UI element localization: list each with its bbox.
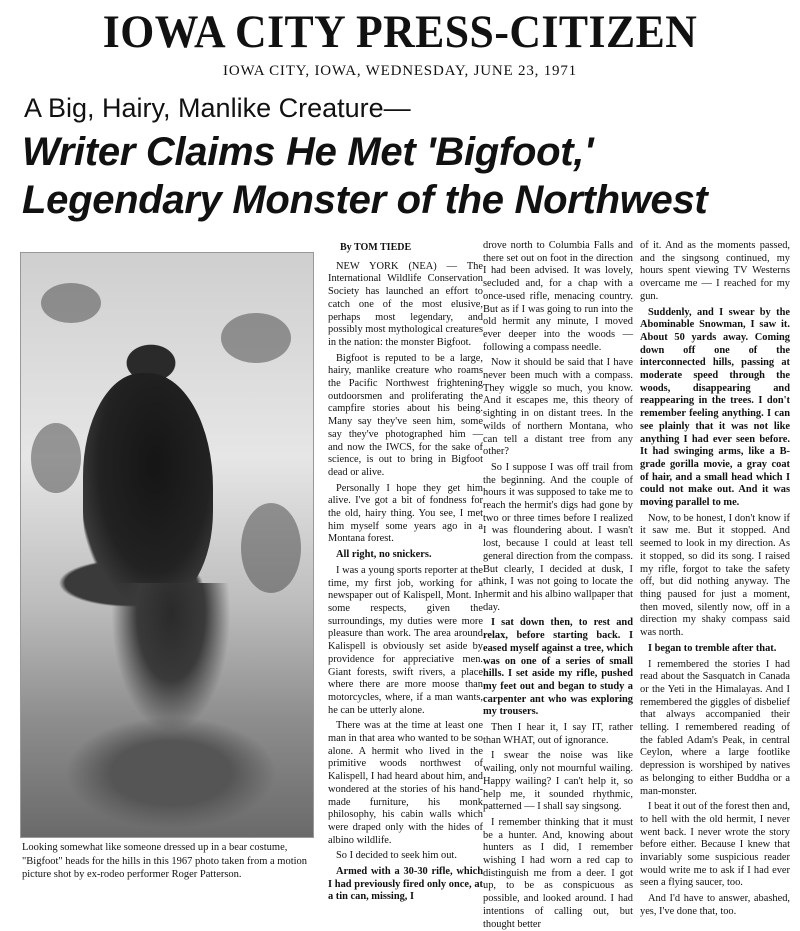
- main-headline: [22, 128, 792, 224]
- paragraph: Now, to be honest, I don't know if it saw me. But it stopped. And seemed to look in my direction. As it stopped, so did its song. I raised my rifle, forgot to take the safety off, but did nothing anyway. The thing paused for just a moment, then moved, silently now, off in a direction my shaky compass said was north.: [640, 512, 790, 639]
- paragraph: Personally I hope they get him alive. I've got a bit of fondness for the old, hairy thing. You see, I met him myself some years ago in a Montana forest.: [328, 482, 483, 545]
- article-column-3: [640, 240, 790, 917]
- paragraph: I began to tremble after that.: [648, 642, 777, 654]
- paragraph: All right, no snickers.: [336, 549, 432, 561]
- byline: By TOM TIEDE: [340, 242, 412, 253]
- paragraph: Then I hear it, I say IT, rather than WHAT, out of ignorance.: [483, 722, 633, 746]
- paragraph: And I'd have to answer, abashed, yes, I've done that, too.: [640, 893, 790, 917]
- paragraph: There was at the time at least one man in that area who wanted to be so alone. A hermit who lived in the primitive woods northwest of Kalispell, I had heard about him, and wondered at the stories of his hand-made furniture, his monk philosophy, his cabin walls which were draped only with the hides of albino wildlife.: [328, 720, 483, 846]
- article-column-2: [483, 240, 633, 930]
- paragraph: I beat it out of the forest then and, to hell with the old hermit, I never went back. I never wrote the story before either. Because I knew that invariably some suspicious reader would write me to ask if I had ever seen a flying saucer, too.: [640, 801, 790, 889]
- bigfoot-figure: [83, 373, 213, 603]
- kicker-headline: A Big, Hairy, Manlike Creature—: [24, 93, 411, 123]
- paragraph: Bigfoot is reputed to be a large, hairy, manlike creature who roams the Pacific Northwest frightening outdoorsmen and proliferating the campfire stories about his being. Many say they've seen him, some say they've photographed him — and now the IWCS, for the sake of science, is out to bring in Bigfoot dead or alive.: [328, 352, 483, 478]
- article-column-1: [328, 242, 483, 903]
- dateline: IOWA CITY, IOWA, WEDNESDAY, JUNE 23, 1971: [223, 63, 577, 79]
- paragraph: Armed with a 30-30 rifle, which I had previously fired only once, at a tin can, missing, I: [328, 866, 483, 903]
- paragraph: So I suppose I was off trail from the beginning. And the couple of hours it was supposed to take me to reach the hermit's digs had gone by two or three times before I realized I was floundering about. I wasn't lost, because I could at least tell general direction from the compass. But clearly, I decided at dusk, I think, I was not going to locate the hermit and his albino wallpaper that day.: [483, 461, 633, 613]
- paragraph: drove north to Columbia Falls and there set out on foot in the direction I had been advised. It was lovely, secluded and, for a chap with a once-used rifle, menacing country. But as if I was going to run into the old hermit any minute, I moved ever deeper into the woods — following a compass needle.: [483, 240, 633, 353]
- headline-line-2: Legendary Monster of the Northwest: [22, 178, 708, 222]
- paragraph: I was a young sports reporter at the time, my first job, working for a newspaper out of Kalispell, Mont. In some respects, given the surroundings, my duties were more pleasure than work. The area around Kalispell is obviously set aside by providence for appreciative men. Giant forests, swift rivers, a place where there are more moose than motorcycles, where, if a man wants, he can be utterly alone.: [328, 564, 483, 716]
- bigfoot-photo: [20, 252, 314, 838]
- paragraph: I remember thinking that it must be a hunter. And, knowing about hunters as I did, I remember wishing I had worn a red cap to distinguish me from a deer. I got up, to be as conspicuous as possible, and looked around. I had intentions of calling out, but thought better: [483, 816, 633, 930]
- paragraph: Suddenly, and I swear by the Abominable Snowman, I saw it. About 50 yards away. Coming down off one of the interconnected hills, passing at moderate speed through the woods, disappearing and reappearing in the trees. I don't remember feeling anything. I can see plainly that it was not like anything I had ever seen before. It had swinging arms, like a B-grade gorilla movie, a gray coat of hair, and a small head which I could not make out. And it was moving parallel to me.: [640, 306, 790, 509]
- paragraph: Now it should be said that I have never been much with a compass. They wiggle so much, you know. And it escapes me, this theory of sighting in on distant trees. In the wilds of northern Montana, who can tell a distant tree from any other?: [483, 357, 633, 458]
- headline-line-1: Writer Claims He Met 'Bigfoot,': [22, 130, 594, 174]
- paragraph: I sat down then, to rest and relax, before starting back. I eased myself against a tree, which was on one of a series of small hills. I set aside my rifle, pushed my feet out and began to study a carpenter ant who was exploring my trousers.: [483, 617, 633, 718]
- paragraph: I swear the noise was like wailing, only not mournful wailing. Happy wailing? I can't help it, so help me, it sounded rhythmic, patterned — I shall say singsong.: [483, 750, 633, 813]
- paragraph: NEW YORK (NEA) — The International Wildlife Conservation Society has launched an effort to catch one of the most elusive, perhaps most legendary, and possibly most mythological creatures in the nation: the monster Bigfoot.: [328, 260, 483, 348]
- masthead: IOWA CITY PRESS-CITIZEN: [102, 6, 698, 58]
- bigfoot-legs: [111, 583, 231, 733]
- paragraph: I remembered the stories I had read about the Sasquatch in Canada or the Yeti in the Himalayas. And I remembered the giggles of disbelief that always accompanied their telling. I remembered reading of the fabled Adam's Peak, in central Ceylon, where a large footlike depression is worshiped by natives as belonging to either Buddha or a man-monster.: [640, 658, 790, 797]
- paragraph: So I decided to seek him out.: [336, 850, 457, 862]
- paragraph: of it. And as the moments passed, and the singsong continued, my hours spent viewing TV Westerns overcame me — I reached for my gun.: [640, 240, 790, 302]
- photo-caption: Looking somewhat like someone dressed up in a bear costume, "Bigfoot" heads for the hills in this 1967 photo taken from a motion picture shot by ex-rodeo performer Roger Patterson.: [22, 842, 308, 880]
